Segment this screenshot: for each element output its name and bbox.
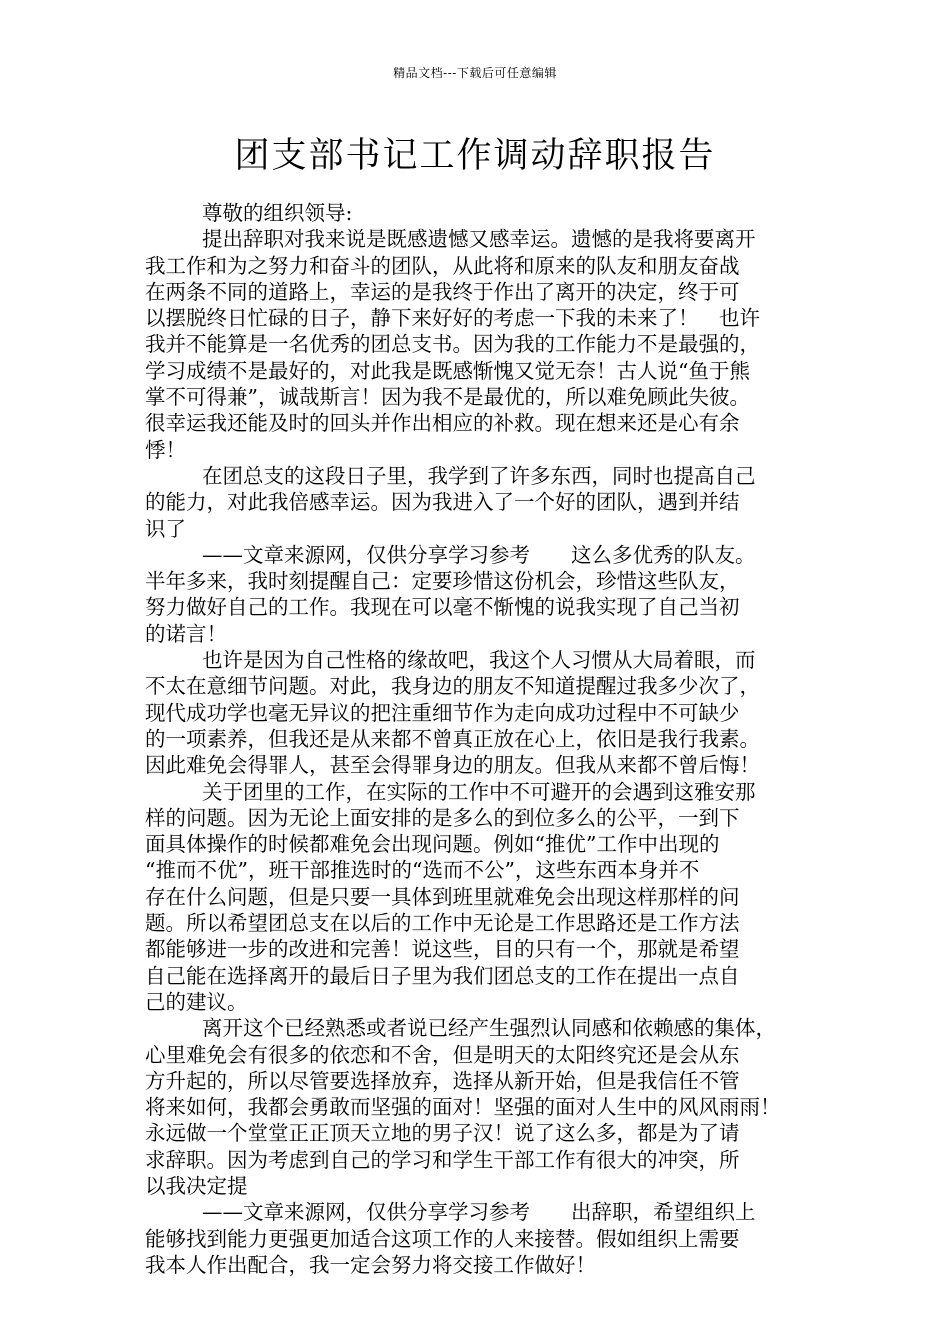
text-line: “推而不优”，班干部推选时的“选而不公”，这些东西本身并不 xyxy=(145,858,700,883)
text-line: 方升起的，所以尽管要选择放弃，选择从新开始，但是我信任不管 xyxy=(145,1068,740,1093)
text-line: 半年多来，我时刻提醒自己：定要珍惜这份机会，珍惜这些队友， xyxy=(145,569,740,594)
text-line: 掌不可得兼”，诚哉斯言！因为我不是最优的，所以难免顾此失彼。 xyxy=(145,385,750,410)
text-line: 我本人作出配合，我一定会努力将交接工作做好！ xyxy=(145,1252,596,1277)
text-line: 悸！ xyxy=(145,437,186,462)
text-line: ——文章来源网，仅供分享学习参考 出辞职，希望组织上 xyxy=(202,1200,756,1225)
document-body xyxy=(145,200,825,1278)
text-line: 以我决定提 xyxy=(145,1173,248,1198)
text-line: 面具体操作的时候都难免会出现问题。例如“推优”工作中出现的 xyxy=(145,832,720,857)
text-line: 识了 xyxy=(145,516,186,541)
text-line: 也许是因为自己性格的缘故吧，我这个人习惯从大局着眼，而 xyxy=(202,648,756,673)
text-line: 以摆脱终日忙碌的日子，静下来好好的考虑一下我的未来了！ 也许 xyxy=(145,306,760,331)
text-line: 的能力，对此我倍感幸运。因为我进入了一个好的团队，遇到并结 xyxy=(145,490,740,515)
text-line: 关于团里的工作，在实际的工作中不可避开的会遇到这雅安那 xyxy=(202,779,756,804)
text-line: 都能够进一步的改进和完善！说这些，目的只有一个，那就是希望 xyxy=(145,937,740,962)
text-line: 题。所以希望团总支在以后的工作中无论是工作思路还是工作方法 xyxy=(145,911,740,936)
text-line: 永远做一个堂堂正正顶天立地的男子汉！说了这么多，都是为了请 xyxy=(145,1121,740,1146)
text-line: 学习成绩不是最好的，对此我是既感惭愧又觉无奈！古人说“鱼于熊 xyxy=(145,358,750,383)
text-line: 己的建议。 xyxy=(145,989,248,1014)
text-line: 存在什么问题，但是只要一具体到班里就难免会出现这样那样的问 xyxy=(145,884,740,909)
text-line: 不太在意细节问题。对此，我身边的朋友不知道提醒过我多少次了， xyxy=(145,674,760,699)
text-line: 能够找到能力更强更加适合这项工作的人来接替。假如组织上需要 xyxy=(145,1226,740,1251)
text-line: 现代成功学也毫无异议的把注重细节作为走向成功过程中不可缺少 xyxy=(145,700,740,725)
text-line: 尊敬的组织领导: xyxy=(202,201,353,225)
text-line: 将来如何，我都会勇敢而坚强的面对！坚强的面对人生中的风风雨雨！ xyxy=(145,1095,781,1120)
text-line: 提出辞职对我来说是既感遗憾又感幸运。遗憾的是我将要离开 xyxy=(202,227,756,252)
text-line: ——文章来源网，仅供分享学习参考 这么多优秀的队友。 xyxy=(202,542,756,567)
text-line: 离开这个已经熟悉或者说已经产生强烈认同感和依赖感的集体， xyxy=(202,1016,776,1041)
text-line: 在团总支的这段日子里，我学到了许多东西，同时也提高自己 xyxy=(202,463,756,488)
text-line: 求辞职。因为考虑到自己的学习和学生干部工作有很大的冲突，所 xyxy=(145,1147,740,1172)
text-line: 样的问题。因为无论上面安排的是多么的到位多么的公平，一到下 xyxy=(145,805,740,830)
text-line: 我工作和为之努力和奋斗的团队，从此将和原来的队友和朋友奋战 xyxy=(145,253,740,278)
text-line: 的一项素养，但我还是从来都不曾真正放在心上，依旧是我行我素。 xyxy=(145,726,760,751)
text-line: 因此难免会得罪人，甚至会得罪身边的朋友。但我从来都不曾后悔！ xyxy=(145,753,760,778)
text-line: 努力做好自己的工作。我现在可以毫不惭愧的说我实现了自己当初 xyxy=(145,595,740,620)
document-title: 团支部书记工作调动辞职报告 xyxy=(234,136,716,176)
text-line: 心里难免会有很多的依恋和不舍，但是明天的太阳终究还是会从东 xyxy=(145,1042,740,1067)
text-line: 在两条不同的道路上，幸运的是我终于作出了离开的决定，终于可 xyxy=(145,279,740,304)
text-line: 很幸运我还能及时的回头并作出相应的补救。现在想来还是心有余 xyxy=(145,411,740,436)
text-line: 我并不能算是一名优秀的团总支书。因为我的工作能力不是最强的， xyxy=(145,332,760,357)
text-line: 的诺言！ xyxy=(145,621,227,646)
text-line: 自己能在选择离开的最后日子里为我们团总支的工作在提出一点自 xyxy=(145,963,740,988)
page-header: 精品文档---下载后可任意编辑 xyxy=(393,66,557,80)
